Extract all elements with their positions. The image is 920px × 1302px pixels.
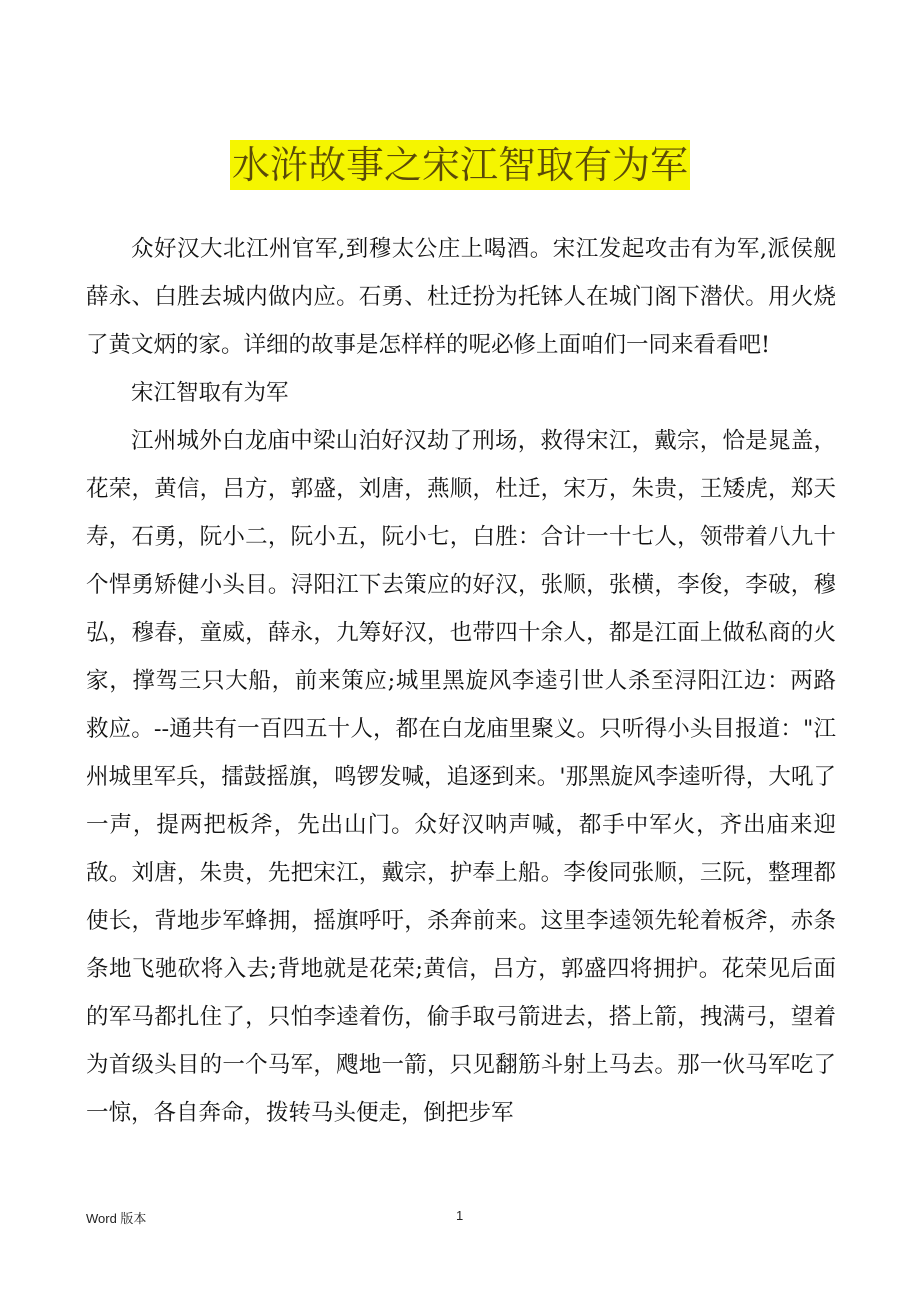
- document-body: [86, 225, 836, 1137]
- paragraph-intro: 众好汉大北江州官军,到穆太公庄上喝酒。宋江发起攻击有为军,派侯舰薛永、白胜去城内做内应。石勇、杜迁扮为托钵人在城门阁下潜伏。用火烧了黄文炳的家。详细的故事是怎样样的呢必修上面咱们一同来看看吧!: [86, 236, 836, 358]
- page-number: 1: [456, 1208, 464, 1223]
- footer-label: Word 版本: [86, 1211, 147, 1226]
- title-container: [0, 140, 920, 190]
- paragraph-subtitle: 宋江智取有为军: [131, 380, 289, 406]
- paragraph-story: 江州城外白龙庙中梁山泊好汉劫了刑场，救得宋江，戴宗，恰是晁盖，花荣，黄信，吕方，郭盛，刘唐，燕顺，杜迁，宋万，朱贵，王矮虎，郑天寿，石勇，阮小二，阮小五，阮小七，白胜：合计一十七人，领带着八九十个悍勇矫健小头目。浔阳江下去策应的好汉，张顺，张横，李俊，李破，穆弘，穆春，童威，薛永，九筹好汉，也带四十余人，都是江面上做私商的火家，撑驾三只大船，前来策应;城里黑旋风李逵引世人杀至浔阳江边：两路救应。--通共有一百四五十人，都在白龙庙里聚义。只听得小头目报道："江州城里军兵，擂鼓摇旗，鸣锣发喊，追逐到来。'那黑旋风李逵听得，大吼了一声，提两把板斧，先出山门。众好汉呐声喊，都手中军火，齐出庙来迎敌。刘唐，朱贵，先把宋江，戴宗，护奉上船。李俊同张顺，三阮，整理都使长，背地步军蜂拥，摇旗呼吁，杀奔前来。这里李逵领先轮着板斧，赤条条地飞驰砍将入去;背地就是花荣;黄信，吕方，郭盛四将拥护。花荣见后面的军马都扎住了，只怕李逵着伤，偷手取弓箭进去，搭上箭，拽满弓，望着为首级头目的一个马军，飕地一箭，只见翻筋斗射上马去。那一伙马军吃了一惊，各自奔命，拨转马头便走，倒把步军: [86, 428, 836, 1126]
- document-title: 水浒故事之宋江智取有为军: [230, 140, 690, 190]
